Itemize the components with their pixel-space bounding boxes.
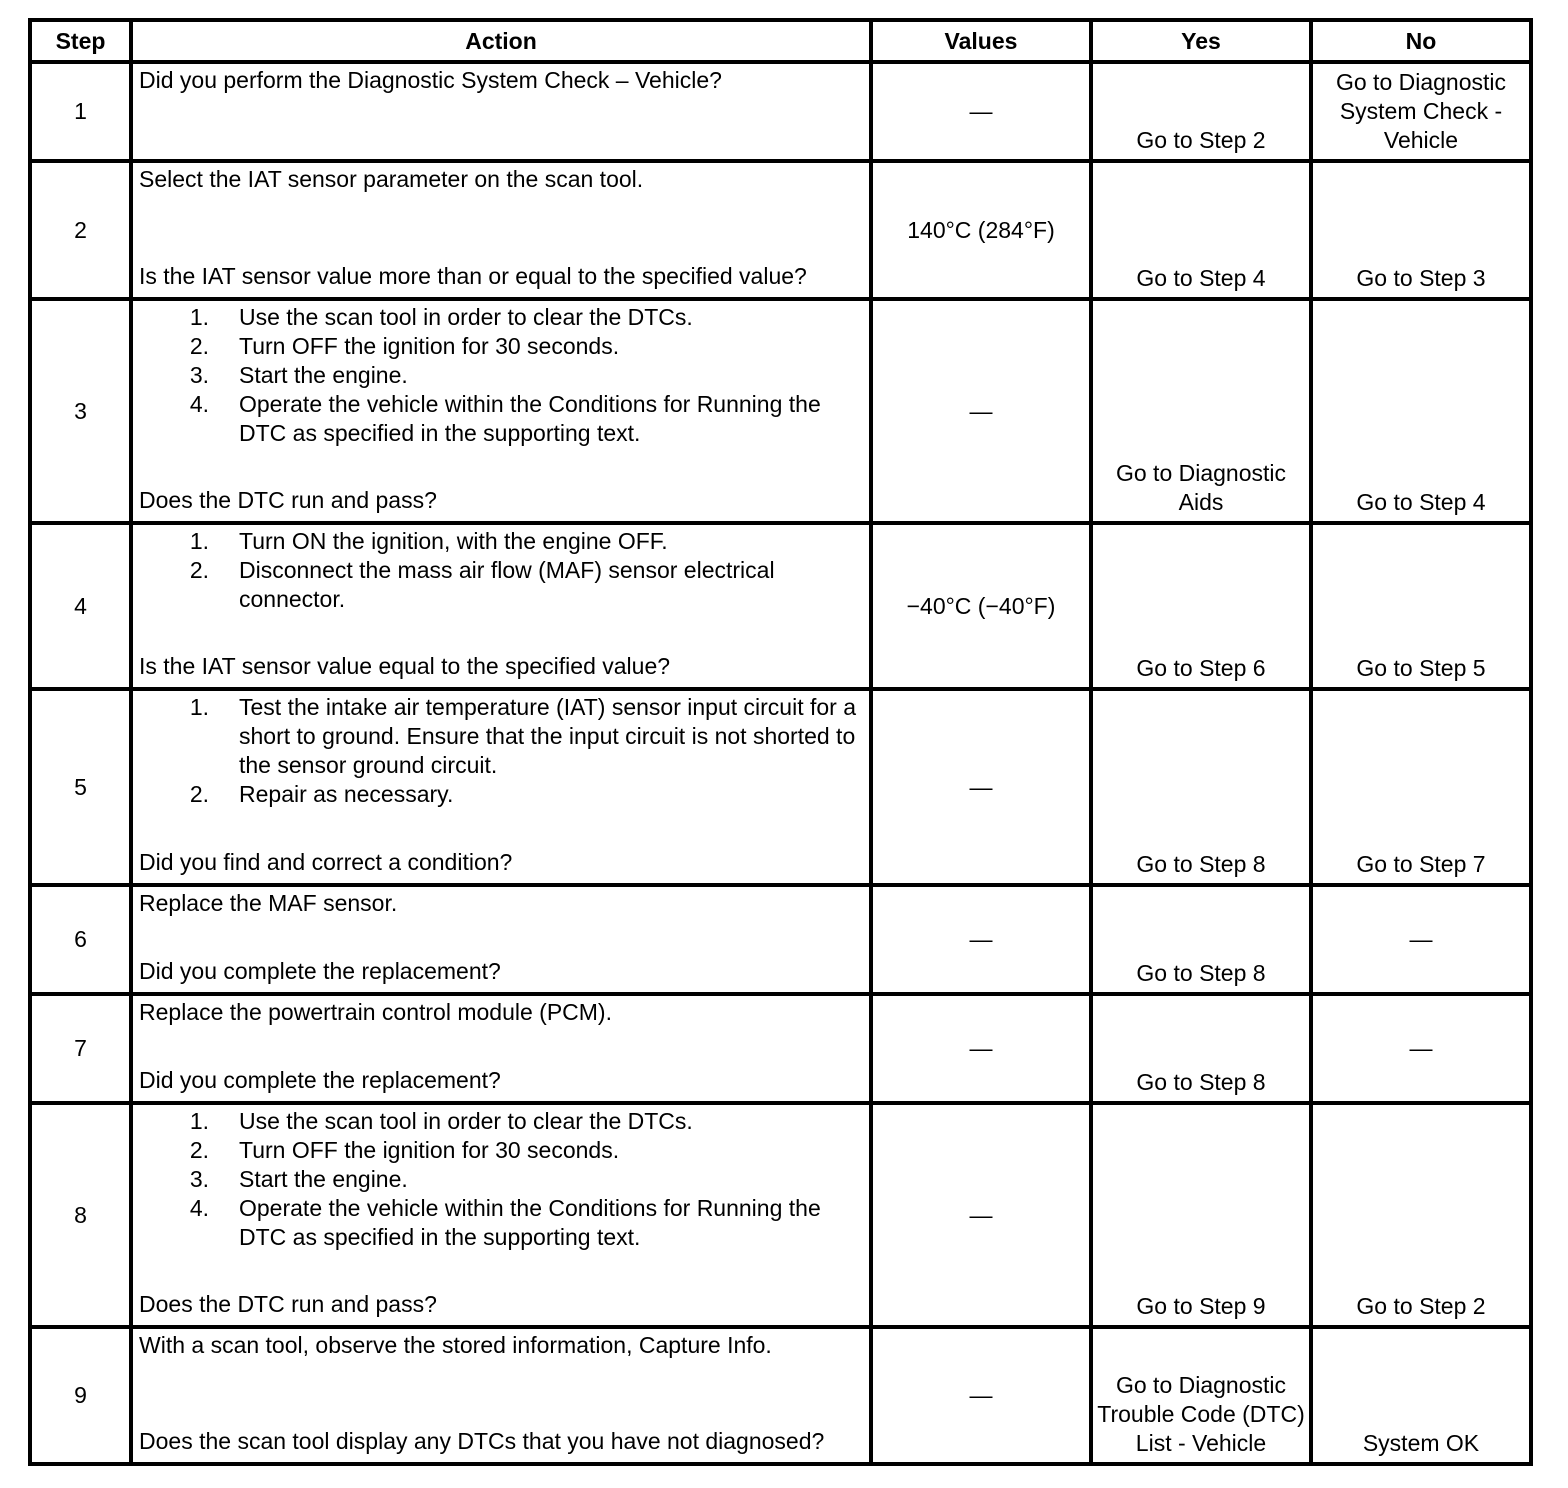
yes-result-cell: Go to Step 8 <box>1091 689 1311 885</box>
step-number-cell: 3 <box>30 299 131 523</box>
no-result-cell: — <box>1311 994 1531 1103</box>
values-cell: −40°C (−40°F) <box>871 523 1091 689</box>
action-step-number: 1. <box>189 694 209 720</box>
action-cell <box>131 161 871 299</box>
values-cell: — <box>871 299 1091 523</box>
action-text: Replace the MAF sensor. <box>139 890 398 916</box>
values-cell: — <box>871 62 1091 161</box>
action-steps-list <box>139 693 863 809</box>
table-row <box>30 1103 1531 1327</box>
action-content <box>139 693 863 877</box>
action-question: Did you complete the replacement? <box>139 958 501 984</box>
table-row <box>30 523 1531 689</box>
action-content <box>139 1331 863 1456</box>
action-steps-list <box>139 527 863 614</box>
action-step-text: Repair as necessary. <box>239 781 454 807</box>
table-body <box>30 62 1531 1464</box>
action-question: Does the DTC run and pass? <box>139 1291 437 1317</box>
action-step-text: Operate the vehicle within the Conditions for Running the DTC as specified in the supporting text. <box>239 391 821 446</box>
action-content <box>139 165 863 291</box>
action-question: Does the DTC run and pass? <box>139 487 437 513</box>
action-question: Did you complete the replacement? <box>139 1067 501 1093</box>
table-row <box>30 1327 1531 1464</box>
action-cell <box>131 299 871 523</box>
action-question: Is the IAT sensor value equal to the specified value? <box>139 653 671 679</box>
action-content <box>139 1107 863 1319</box>
yes-result-cell: Go to Step 2 <box>1091 62 1311 161</box>
header-action: Action <box>131 20 871 62</box>
no-result-cell: — <box>1311 885 1531 994</box>
header-no: No <box>1311 20 1531 62</box>
action-step-number: 2. <box>189 557 209 583</box>
action-step-text: Disconnect the mass air flow (MAF) sensor electrical connector. <box>239 557 775 612</box>
step-number-cell: 4 <box>30 523 131 689</box>
header-values: Values <box>871 20 1091 62</box>
action-step-text: Operate the vehicle within the Conditions for Running the DTC as specified in the supporting text. <box>239 1195 821 1250</box>
action-content <box>139 998 863 1095</box>
action-text: With a scan tool, observe the stored information, Capture Info. <box>139 1332 772 1358</box>
no-result-cell: Go to Step 5 <box>1311 523 1531 689</box>
step-number-cell: 5 <box>30 689 131 885</box>
action-content <box>139 527 863 681</box>
action-step-item <box>139 332 863 361</box>
action-instructions <box>139 66 863 95</box>
action-instructions <box>139 998 863 1027</box>
action-step-item <box>139 527 863 556</box>
action-instructions <box>139 1107 863 1252</box>
values-cell: — <box>871 689 1091 885</box>
action-question: Did you find and correct a condition? <box>139 849 513 875</box>
action-step-number: 4. <box>189 1195 209 1221</box>
step-number-cell: 1 <box>30 62 131 161</box>
no-result-cell: Go to Diagnostic System Check - Vehicle <box>1311 62 1531 161</box>
action-instructions <box>139 303 863 448</box>
action-step-item <box>139 1194 863 1252</box>
action-step-number: 4. <box>189 391 209 417</box>
action-question: Does the scan tool display any DTCs that you have not diagnosed? <box>139 1428 825 1454</box>
values-cell: — <box>871 1327 1091 1464</box>
action-step-item <box>139 1165 863 1194</box>
action-content <box>139 303 863 515</box>
action-step-number: 1. <box>189 1108 209 1134</box>
action-step-item <box>139 780 863 809</box>
no-result-cell: Go to Step 3 <box>1311 161 1531 299</box>
yes-result-cell: Go to Step 4 <box>1091 161 1311 299</box>
action-content <box>139 66 863 152</box>
no-result-cell: Go to Step 4 <box>1311 299 1531 523</box>
action-step-text: Turn OFF the ignition for 30 seconds. <box>239 1137 620 1163</box>
action-step-text: Turn OFF the ignition for 30 seconds. <box>239 333 620 359</box>
no-result-cell: Go to Step 2 <box>1311 1103 1531 1327</box>
action-step-item <box>139 1136 863 1165</box>
step-number-cell: 9 <box>30 1327 131 1464</box>
diagnostic-table-container <box>28 18 1533 1466</box>
values-cell: — <box>871 994 1091 1103</box>
action-step-item <box>139 390 863 448</box>
action-content <box>139 889 863 986</box>
action-cell <box>131 885 871 994</box>
action-step-item <box>139 303 863 332</box>
diagnostic-table <box>28 18 1533 1466</box>
table-row <box>30 161 1531 299</box>
action-text: Did you perform the Diagnostic System Check – Vehicle? <box>139 67 722 93</box>
action-instructions <box>139 527 863 614</box>
action-cell <box>131 1103 871 1327</box>
values-cell: — <box>871 1103 1091 1327</box>
yes-result-cell: Go to Step 8 <box>1091 994 1311 1103</box>
table-row <box>30 994 1531 1103</box>
action-cell <box>131 689 871 885</box>
action-step-number: 3. <box>189 362 209 388</box>
action-instructions <box>139 889 863 918</box>
action-instructions <box>139 1331 863 1360</box>
action-step-text: Test the intake air temperature (IAT) sensor input circuit for a short to ground. Ensure that the input circuit is not shorted to the sensor ground circuit. <box>239 694 856 778</box>
action-step-number: 2. <box>189 1137 209 1163</box>
action-steps-list <box>139 1107 863 1252</box>
action-step-number: 3. <box>189 1166 209 1192</box>
action-step-item <box>139 361 863 390</box>
action-cell <box>131 1327 871 1464</box>
action-step-text: Use the scan tool in order to clear the DTCs. <box>239 304 693 330</box>
values-cell: — <box>871 885 1091 994</box>
action-step-number: 1. <box>189 304 209 330</box>
yes-result-cell: Go to Step 9 <box>1091 1103 1311 1327</box>
action-step-number: 2. <box>189 333 209 359</box>
values-cell: 140°C (284°F) <box>871 161 1091 299</box>
action-step-text: Turn ON the ignition, with the engine OFF. <box>239 528 668 554</box>
header-yes: Yes <box>1091 20 1311 62</box>
action-cell <box>131 994 871 1103</box>
table-row <box>30 885 1531 994</box>
step-number-cell: 8 <box>30 1103 131 1327</box>
action-text: Replace the powertrain control module (PCM). <box>139 999 612 1025</box>
table-row <box>30 62 1531 161</box>
table-row <box>30 299 1531 523</box>
action-instructions <box>139 165 863 194</box>
action-steps-list <box>139 303 863 448</box>
header-step: Step <box>30 20 131 62</box>
no-result-cell: Go to Step 7 <box>1311 689 1531 885</box>
action-cell <box>131 62 871 161</box>
yes-result-cell: Go to Step 6 <box>1091 523 1311 689</box>
step-number-cell: 7 <box>30 994 131 1103</box>
action-step-number: 2. <box>189 781 209 807</box>
step-number-cell: 2 <box>30 161 131 299</box>
action-instructions <box>139 693 863 809</box>
action-step-number: 1. <box>189 528 209 554</box>
action-step-text: Start the engine. <box>239 1166 408 1192</box>
table-row <box>30 689 1531 885</box>
no-result-cell: System OK <box>1311 1327 1531 1464</box>
action-step-item <box>139 556 863 614</box>
action-step-text: Use the scan tool in order to clear the DTCs. <box>239 1108 693 1134</box>
yes-result-cell: Go to Diagnostic Trouble Code (DTC) List - Vehicle <box>1091 1327 1311 1464</box>
action-text: Select the IAT sensor parameter on the scan tool. <box>139 166 644 192</box>
action-step-item <box>139 693 863 780</box>
yes-result-cell: Go to Diagnostic Aids <box>1091 299 1311 523</box>
action-step-item <box>139 1107 863 1136</box>
action-question: Is the IAT sensor value more than or equal to the specified value? <box>139 263 807 289</box>
action-step-text: Start the engine. <box>239 362 408 388</box>
header-row <box>30 20 1531 62</box>
step-number-cell: 6 <box>30 885 131 994</box>
yes-result-cell: Go to Step 8 <box>1091 885 1311 994</box>
action-cell <box>131 523 871 689</box>
